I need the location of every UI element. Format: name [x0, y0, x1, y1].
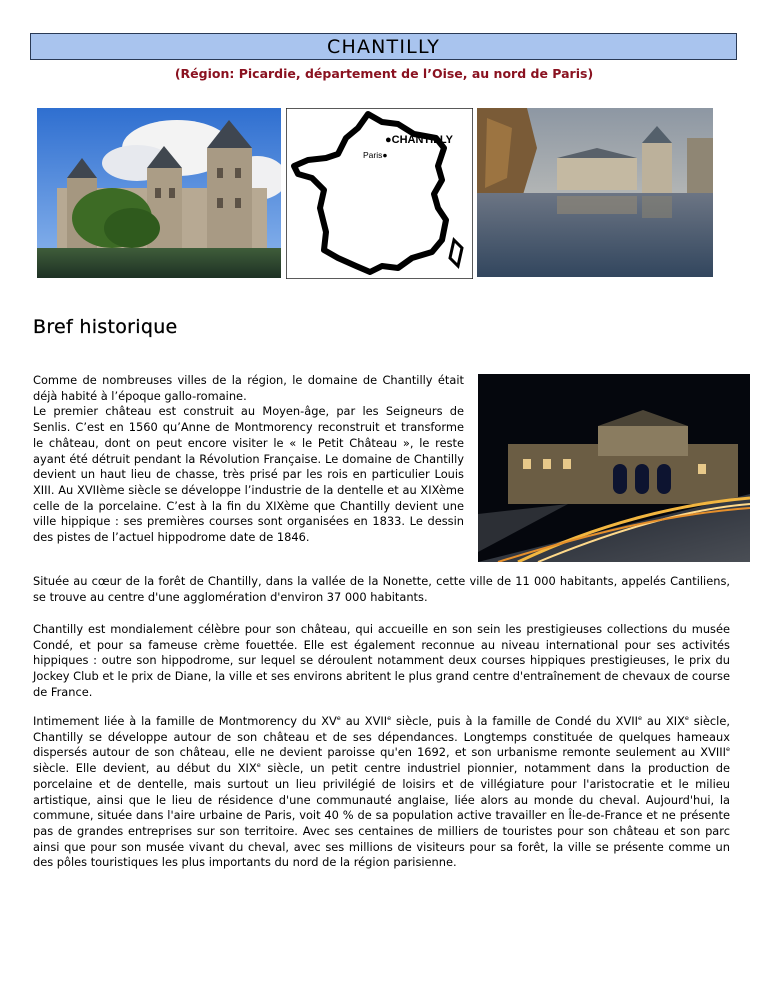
page-title: CHANTILLY	[326, 36, 441, 58]
chateau-photo	[37, 108, 281, 278]
lake-photo	[477, 108, 713, 277]
france-map	[286, 108, 473, 279]
title-box	[30, 33, 737, 60]
paragraph-location: Située au cœur de la forêt de Chantilly, dans la vallée de la Nonette, cette ville de 11 000 habitants, appelés Cantiliens, se trouve au centre d'une agglomération d'environ 37 000 habitants.	[33, 574, 730, 604]
map-label-paris: Paris●	[363, 150, 388, 160]
intro-paragraph: Comme de nombreuses villes de la région, le domaine de Chantilly était déjà habité à l’époque gallo-romaine. Le premier château est construit au Moyen-âge, par les Seigneurs de Senlis. C’est en 1560 qu’Anne de Montmorency reconstruit et transforme le château, dont on peut encore visiter le « le Petit Château », le reste ayant été détruit pendant la Révolution Française. Le domaine de Chantilly devient un haut lieu de chasse, très prisé par les rois en particulier Louis XIII. Au XVIIème siècle se développe l’industrie de la dentelle et au XIXème celle de la porcelaine. C’est à la fin du XIXème que Chantilly devient une ville hippique : ses premières courses sont organisées en 1833. Le dessin des pistes de l’actuel hippodrome date de 1846.	[33, 373, 464, 545]
section-heading: Bref historique	[33, 316, 178, 338]
night-stables-photo	[478, 374, 750, 562]
paragraph-fame: Chantilly est mondialement célèbre pour son château, qui accueille en son sein les prestigieuses collections du musée Condé, et pour sa fameuse crème fouettée. Elle est également reconnue au niveau international pour ses activités hippiques : outre son hippodrome, sur lequel se déroulent notamment deux courses hippiques prestigieuses, le prix du Jockey Club et le prix de Diane, la ville et ses environs abritent le plus grand centre d'entraînement de chevaux de course de France.	[33, 622, 730, 699]
page-subtitle: (Région: Picardie, département de l’Oise, au nord de Paris)	[174, 66, 594, 81]
map-dot-icon: ●	[382, 150, 388, 160]
map-label-chantilly: ●CHANTILLY	[385, 134, 453, 146]
map-dot-icon: ●	[385, 134, 392, 146]
paragraph-history: Intimement liée à la famille de Montmorency du XVe au XVIIe siècle, puis à la famille de Condé du XVIIe au XIXe siècle, Chantilly se développe autour de son château et de ses dépendances. Longtemps constituée de quelques hameaux dispersés autour de son château, elle ne devient paroisse qu'en 1692, et son urbanisme remonte seulement au XVIIIe siècle. Elle devient, au début du XIXe siècle, un petit centre industriel pionnier, notamment dans la production de porcelaine et de dentelle, mais surtout un lieu privilégié de loisirs et de villégiature pour l'aristocratie et le milieu artistique, ainsi que le lieu de résidence d'une communauté anglaise, liée alors au monde du cheval. Aujourd'hui, la commune, située dans l'aire urbaine de Paris, voit 40 % de sa population active travailler en Île-de-France et ne présente pas de grandes entreprises sur son territoire. Avec ses centaines de milliers de touristes pour son château et son parc ainsi que pour son musée vivant du cheval, avec ses millions de visiteurs pour sa forêt, la ville se présente comme un des pôles touristiques les plus importants du nord de la région parisienne.	[33, 714, 730, 870]
